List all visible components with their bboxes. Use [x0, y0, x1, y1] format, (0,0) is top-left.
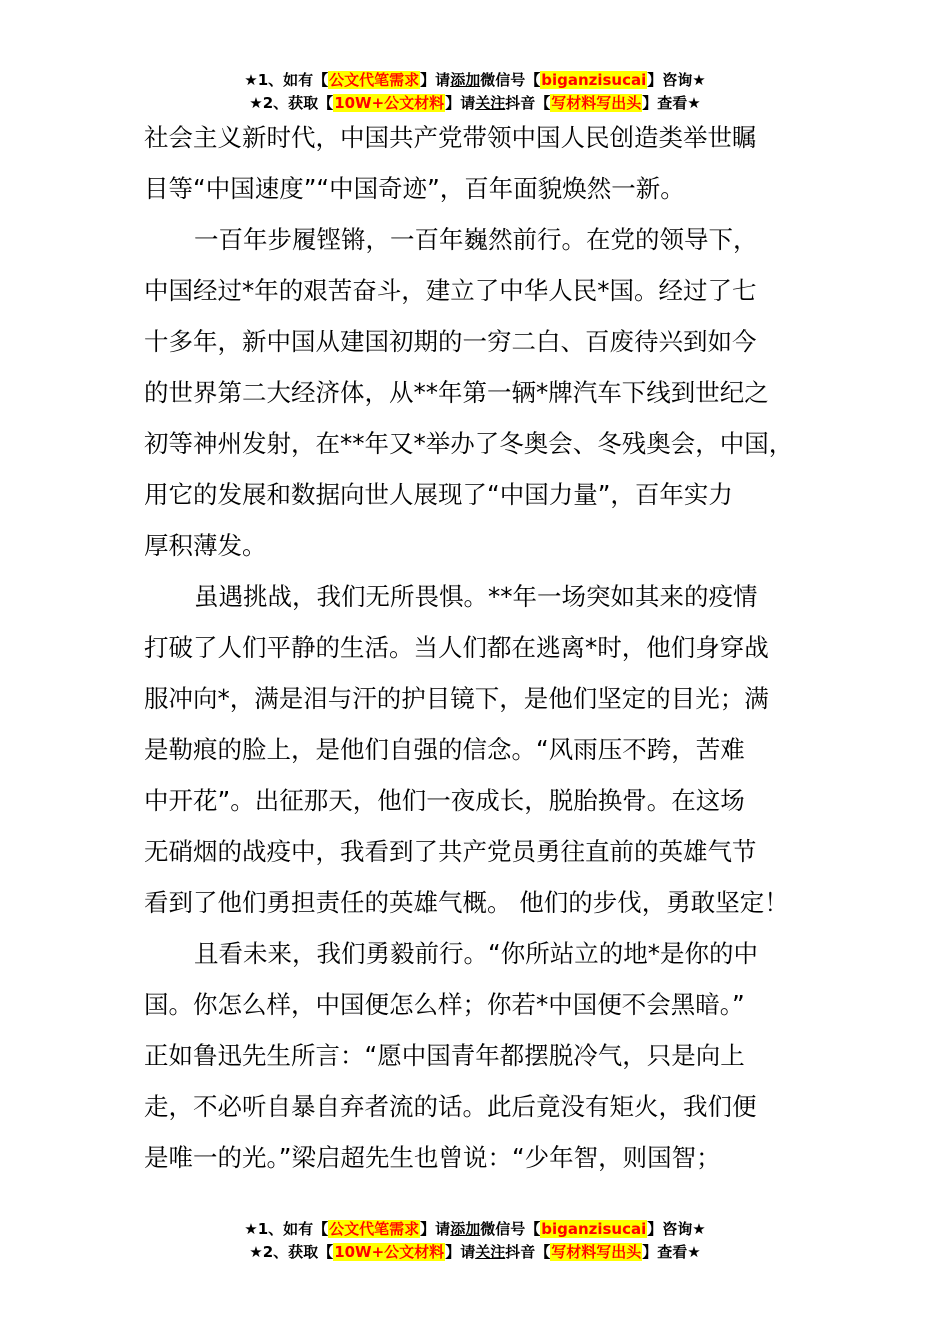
banner-text: 抖音【 — [505, 94, 551, 112]
banner-text: ★1、如有【 — [244, 1220, 329, 1238]
text-line: 中开花”。出征那天，他们一夜成长，脱胎换骨。在这场 — [144, 786, 745, 815]
text-line: 看到了他们勇担责任的英雄气概。 他们的步伐，勇敢坚定！ — [144, 888, 789, 917]
text-line: 社会主义新时代，中国共产党带领中国人民创造类举世瞩 — [144, 123, 757, 152]
footer-banner — [0, 1218, 950, 1264]
text-line: 是勒痕的脸上，是他们自强的信念。“风雨压不跨，苦难 — [144, 735, 745, 764]
text-line: 厚积薄发。 — [144, 531, 267, 560]
banner-text: ★2、获取【 — [249, 94, 334, 112]
banner-highlight: 10W+公文材料 — [334, 1243, 445, 1261]
banner-text: ★2、获取【 — [249, 1243, 334, 1261]
banner-text: 】请 — [445, 94, 476, 112]
banner-line-2 — [0, 1241, 950, 1264]
banner-text: 】请 — [420, 1220, 451, 1238]
text-line: 目等“中国速度”“中国奇迹”，百年面貌焕然一新。 — [144, 174, 685, 203]
text-line: 打破了人们平静的生活。当人们都在逃离*时，他们身穿战 — [144, 633, 769, 662]
banner-text: ★1、如有【 — [244, 71, 329, 89]
text-line: 正如鲁迅先生所言：“愿中国青年都摆脱冷气，只是向上 — [144, 1041, 745, 1070]
paragraph-start-line: 一百年步履铿锵，一百年巍然前行。在党的领导下， — [194, 225, 758, 254]
text-line: 用它的发展和数据向世人展现了“中国力量”，百年实力 — [144, 480, 733, 509]
text-line: 十多年，新中国从建国初期的一穷二白、百废待兴到如今 — [144, 327, 757, 356]
banner-highlight: biganzisucai — [541, 1220, 647, 1238]
text-line: 无硝烟的战疫中，我看到了共产党员勇往直前的英雄气节 — [144, 837, 757, 866]
text-line: 初等神州发射，在**年又*举办了冬奥会、冬残奥会，中国， — [144, 429, 794, 458]
banner-highlight: 写材料写出头 — [551, 94, 642, 112]
text-line: 的世界第二大经济体，从**年第一辆*牌汽车下线到世纪之 — [144, 378, 769, 407]
text-line: 国。你怎么样，中国便怎么样；你若*中国便不会黑暗。” — [144, 990, 745, 1019]
banner-text: 】咨询★ — [647, 1220, 706, 1238]
banner-highlight: 公文代笔需求 — [329, 1220, 420, 1238]
text-line: 中国经过*年的艰苦奋斗，建立了中华人民*国。经过了七 — [144, 276, 757, 305]
text-line: 是唯一的光。”梁启超先生也曾说：“少年智，则国智； — [144, 1143, 721, 1172]
text-line: 服冲向*，满是泪与汗的护目镜下，是他们坚定的目光；满 — [144, 684, 769, 713]
banner-highlight: 写材料写出头 — [551, 1243, 642, 1261]
banner-highlight: 公文代笔需求 — [329, 71, 420, 89]
banner-text: 】咨询★ — [647, 71, 706, 89]
banner-text: 微信号【 — [480, 71, 541, 89]
banner-underlined: 添加 — [450, 71, 481, 89]
banner-line-1 — [0, 69, 950, 92]
document-body — [144, 112, 844, 1183]
banner-underlined: 关注 — [475, 94, 506, 112]
paragraph-start-line: 且看未来，我们勇毅前行。“你所站立的地*是你的中 — [194, 939, 758, 968]
banner-text: 】请 — [420, 71, 451, 89]
header-banner — [0, 69, 950, 115]
banner-text: 】请 — [445, 1243, 476, 1261]
banner-underlined: 添加 — [450, 1220, 481, 1238]
banner-highlight: 10W+公文材料 — [334, 94, 445, 112]
paragraph-start-line: 虽遇挑战，我们无所畏惧。**年一场突如其来的疫情 — [194, 582, 758, 611]
text-line: 走，不必听自暴自弃者流的话。此后竟没有矩火，我们便 — [144, 1092, 757, 1121]
banner-text: 微信号【 — [480, 1220, 541, 1238]
banner-text: 】查看★ — [642, 1243, 701, 1261]
banner-highlight: biganzisucai — [541, 71, 647, 89]
banner-text: 抖音【 — [505, 1243, 551, 1261]
banner-line-1 — [0, 1218, 950, 1241]
banner-text: 】查看★ — [642, 94, 701, 112]
banner-underlined: 关注 — [475, 1243, 506, 1261]
